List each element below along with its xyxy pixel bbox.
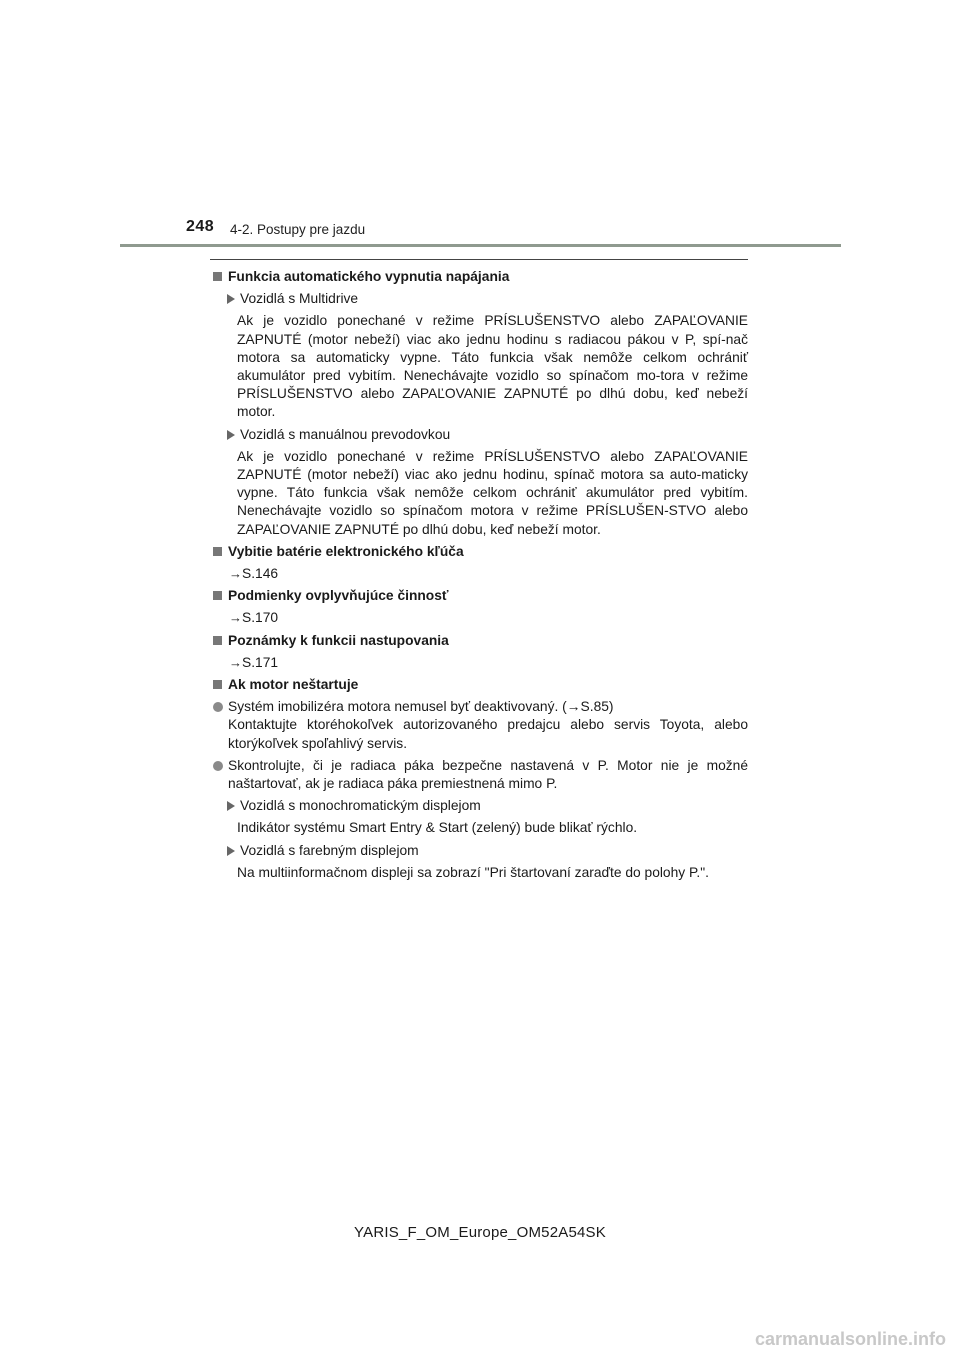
bullet-item [211,698,748,753]
section-entry-notes [211,632,748,672]
reference-text: S.170 [242,610,279,626]
page-reference[interactable] [211,609,748,627]
square-bullet-icon [213,591,222,600]
heading-text: Poznámky k funkcii nastupovania [228,632,449,648]
page-reference[interactable] [211,654,748,672]
square-bullet-icon [213,636,222,645]
section-heading [211,543,748,561]
triangle-bullet-icon [227,294,235,304]
triangle-bullet-icon [227,430,235,440]
content-rule [210,259,748,260]
arrow-icon: → [229,654,242,670]
subheading-text: Vozidlá s monochromatickým displejom [240,798,481,814]
subheading-text: Vozidlá s Multidrive [240,291,359,307]
triangle-bullet-icon [227,846,235,856]
subheading [211,797,748,815]
circle-bullet-icon [213,702,223,712]
section-heading [211,676,748,694]
section-auto-power-off [211,268,748,539]
arrow-icon: → [566,699,581,715]
section-engine-no-start [211,676,748,882]
subheading [211,842,748,860]
square-bullet-icon [213,547,222,556]
header-rule [120,244,841,247]
section-heading [211,632,748,650]
document-footer: YARIS_F_OM_Europe_OM52A54SK [354,1224,606,1241]
square-bullet-icon [213,680,222,689]
circle-bullet-icon [213,761,223,771]
triangle-bullet-icon [227,801,235,811]
paragraph: Na multiinformačnom displeji sa zobrazí "Pri štartovaní zaraďte do polohy P.". [237,864,709,880]
watermark[interactable]: carmanualsonline.info [754,1329,946,1349]
reference-text: S.146 [242,566,279,582]
page-reference[interactable]: S.85 [580,699,609,715]
subheading-text: Vozidlá s farebným displejom [240,842,419,858]
bullet-item [211,757,748,793]
subheading-text: Vozidlá s manuálnou prevodovkou [240,426,451,442]
page-reference[interactable] [211,565,748,583]
paragraph: Indikátor systému Smart Entry & Start (zelený) bude blikať rýchlo. [237,820,638,836]
section-heading [211,268,748,286]
paragraph: Ak je vozidlo ponechané v režime PRÍSLUŠENSTVO alebo ZAPAĽOVANIE ZAPNUTÉ (motor nebeží) viac ako jednu hodinu s radiacou pákou v P, spí-nač motora sa automaticky vypne. Táto funkcia však nemôže celkom ochrániť akumulátor pred vybitím. Nenechávajte vozidlo so spínačom mo-tora v režime PRÍSLUŠENSTVO alebo ZAPAĽOVANIE ZAPNUTÉ po dlhú dobu, keď nebeží motor. [237,313,748,420]
heading-text: Vybitie batérie elektronického kľúča [228,543,464,559]
section-key-battery [211,543,748,583]
arrow-icon: → [229,566,242,582]
heading-text: Funkcia automatického vypnutia napájania [228,269,510,284]
reference-text: S.171 [242,654,279,670]
chapter-title: 4-2. Postupy pre jazdu [230,222,366,237]
heading-text: Podmienky ovplyvňujúce činnosť [228,588,449,604]
paragraph: Ak je vozidlo ponechané v režime PRÍSLUŠENSTVO alebo ZAPAĽOVANIE ZAPNUTÉ (motor nebeží) viac ako jednu hodinu, spínač motora sa auto-maticky vypne. Táto funkcia však nemôže celkom ochrániť akumulátor pred vybitím. Nenechávajte vozidlo so spínačom motora v režime PRÍSLUŠEN-STVO alebo ZAPAĽOVANIE ZAPNUTÉ po dlhú dobu, keď nebeží motor. [237,448,748,537]
subheading [211,426,748,444]
bullet-text: Systém imobilizéra motora nemusel byť deaktivovaný. (→S.85) Kontaktujte ktoréhokoľvek autorizovaného predajcu alebo servis Toyota, alebo ktorýkoľvek spoľahlivý servis. [228,699,748,751]
subheading [211,290,748,308]
arrow-icon: → [229,610,242,626]
square-bullet-icon [213,272,222,281]
heading-text: Ak motor neštartuje [228,677,359,693]
page-content [211,264,748,882]
section-heading [211,587,748,605]
bullet-text: Skontrolujte, či je radiaca páka bezpečne nastavená v P. Motor nie je možné naštartovať, ak je radiaca páka premiestnená mimo P. [228,757,748,792]
page-number: 248 [186,218,215,235]
section-conditions [211,587,748,627]
